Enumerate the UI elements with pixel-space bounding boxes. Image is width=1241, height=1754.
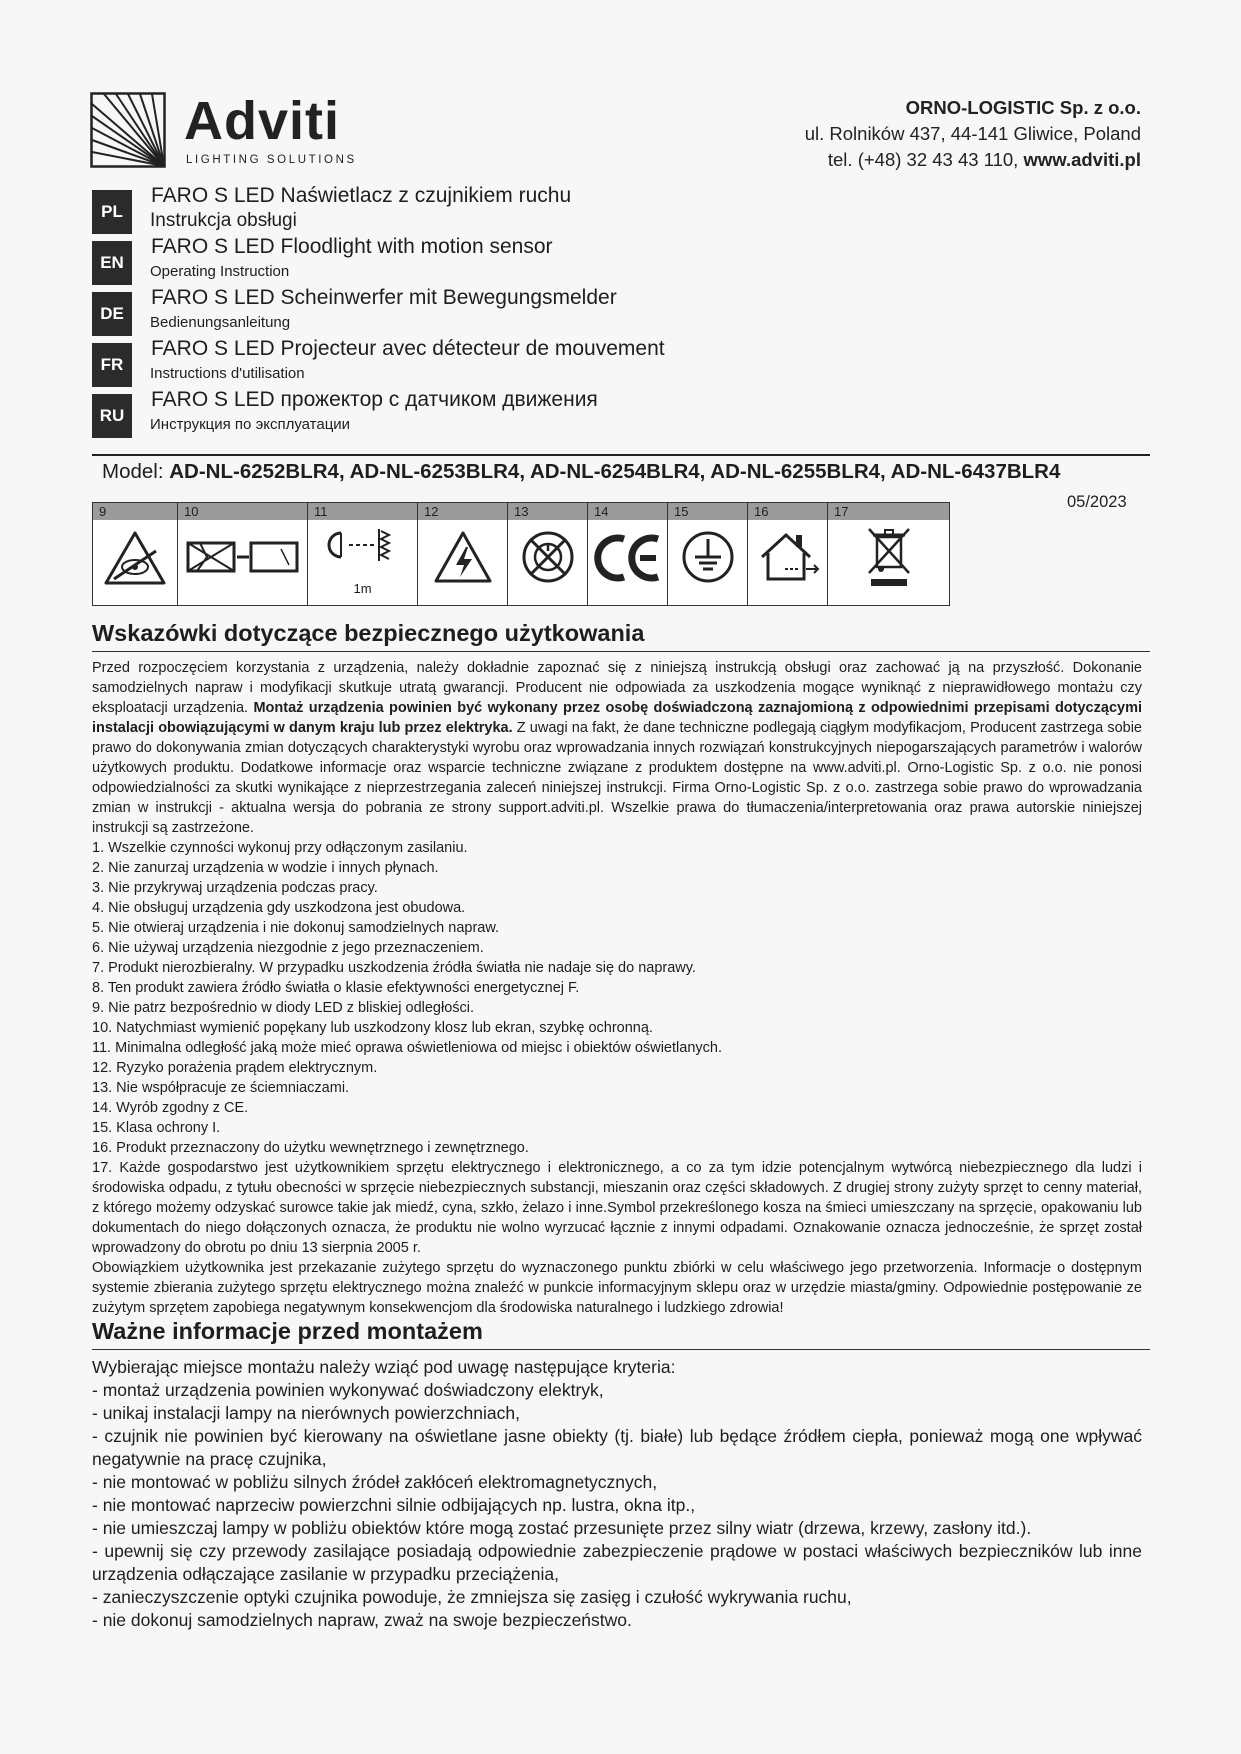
lang-title-pl: FARO S LED Naświetlacz z czujnikiem ruchu [151,184,572,207]
company-address: ul. Rolników 437, 44-141 Gliwice, Poland [804,123,1141,144]
symbol-9 [93,503,178,605]
symbol-12 [418,503,508,605]
mounting-item: - nie umieszczaj lampy w pobliżu obiektów które mogą zostać przesunięte przez silny wiatr (drzewa, krzewy, zasłony itd.). [92,1518,1032,1538]
safety-intro-bold: Montaż urządzenia powinien być wykonany przez osobę doświadczoną zaznajomioną z odpowiednimi przepisami dotyczącymi instalacji obowiązującymi w danym kraju lub przez elektryka. [92,700,1142,736]
lang-title-fr: FARO S LED Projecteur avec détecteur de mouvement [151,337,665,360]
safety-heading-rule [92,651,1150,652]
symbol-number: 9 [93,503,177,520]
lang-badge-pl: PL [92,190,132,234]
mounting-item: - upewnij się czy przewody zasilające posiadają odpowiednie zabezpieczenie prądowe w postaci właściwych bezpieczników lub inne urządzenia odłączające zasilanie w przypadku przeciążenia, [92,1541,1142,1584]
symbol-strip [92,502,950,606]
safety-item: 11. Minimalna odległość jaką może mieć oprawa oświetleniowa od miejsc i obiektów oświetlanych. [92,1040,722,1056]
distance-icon [323,527,403,571]
mounting-heading: Ważne informacje przed montażem [92,1318,483,1344]
safety-item: 1. Wszelkie czynności wykonuj przy odłączonym zasilaniu. [92,840,468,856]
brand-logo [90,92,360,172]
safety-item: 2. Nie zanurzaj urządzenia w wodzie i innych płynach. [92,860,439,876]
model-line [102,460,1060,484]
mounting-item: - czujnik nie powinien być kierowany na oświetlane jasne obiekty (tj. białe) lub będące źródłem ciepła, ponieważ mogą one wpływać negatywnie na pracę czujnika, [92,1426,1142,1469]
language-fr [92,337,792,387]
brand-name: Adviti [184,91,341,151]
lang-subtitle-pl: Instrukcja obsługi [150,210,297,231]
language-de [92,286,792,336]
mounting-item: - zanieczyszczenie optyki czujnika powoduje, że zmniejsza się zasięg i czułość wykrywania ruchu, [92,1587,852,1607]
ce-mark-icon [594,533,662,583]
safety-item: 10. Natychmiast wymienić popękany lub uszkodzony klosz lub ekran, szybkę ochronną. [92,1020,653,1036]
model-divider [92,454,1150,456]
broken-glass-icon [185,535,301,579]
distance-caption: 1m [353,581,372,596]
symbol-13 [508,503,588,605]
safety-item: 5. Nie otwieraj urządzenia i nie dokonuj samodzielnych napraw. [92,920,500,936]
safety-item: 7. Produkt nierozbieralny. W przypadku uszkodzenia źródła światła nie nadaje się do naprawy. [92,960,696,976]
company-info [805,95,1141,173]
symbol-number: 11 [308,503,417,520]
symbol-10 [178,503,308,605]
safety-heading: Wskazówki dotyczące bezpiecznego użytkowania [92,620,645,646]
mounting-intro: Wybierając miejsce montażu należy wziąć pod uwagę następujące kryteria: [92,1357,676,1377]
company-phone: tel. (+48) 32 43 43 110, [827,149,1019,170]
brand-tagline: LIGHTING SOLUTIONS [186,154,357,166]
symbol-number: 15 [668,503,747,520]
mounting-text [92,1356,1142,1632]
protection-class-icon [680,529,736,585]
weee-bin-icon [863,525,915,589]
safety-item: 3. Nie przykrywaj urządzenia podczas pracy. [92,880,378,896]
electric-shock-icon [432,529,494,585]
company-name: ORNO-LOGISTIC Sp. z o.o. [905,97,1141,118]
symbol-number: 16 [748,503,827,520]
sun-rays-logo-icon [90,92,166,168]
symbol-number: 14 [588,503,667,520]
safety-intro [92,658,1142,838]
safety-item: 8. Ten produkt zawiera źródło światła o klasie efektywności energetycznej F. [92,980,580,996]
language-ru [92,388,792,438]
symbol-number: 17 [828,503,949,520]
company-website[interactable]: www.adviti.pl [1023,149,1141,170]
language-en [92,235,792,285]
lang-title-en: FARO S LED Floodlight with motion sensor [151,235,553,258]
lang-badge-de: DE [92,292,132,336]
language-pl [92,184,792,234]
no-dimmer-icon [520,529,576,585]
no-direct-look-icon [102,529,168,587]
lang-subtitle-de: Bedienungsanleitung [150,314,291,331]
lang-subtitle-fr: Instructions d'utilisation [150,365,305,382]
symbol-16 [748,503,828,605]
symbol-14 [588,503,668,605]
lang-badge-fr: FR [92,343,132,387]
lang-title-ru: FARO S LED прожектор с датчиком движения [151,388,598,411]
safety-item: 9. Nie patrz bezpośrednio w diody LED z bliskiej odległości. [92,1000,475,1016]
safety-outro: Obowiązkiem użytkownika jest przekazanie zużytego sprzętu do wyznaczonego punktu zbiórki w celu właściwego jego przetworzenia. Informacje o dostępnym systemie zbierania zużytego sprzętu elektrycznego można znaleźć w punkcie informacyjnym sklepu oraz w urzędzie miasta/gminy. Odpowiednie postępowanie ze zużytym sprzętem zapobiega negatywnym konsekwencjom dla środowiska naturalnego i ludzkiego zdrowia! [92,1260,1142,1316]
safety-item: 4. Nie obsługuj urządzenia gdy uszkodzona jest obudowa. [92,900,466,916]
safety-item: 15. Klasa ochrony I. [92,1120,221,1136]
safety-intro-part: Z uwagi na fakt, że dane techniczne podlegają ciągłym modyfikacjom, Producent zastrzega sobie prawo do dokonywania zmian dotyczących charakterystyki wyrobu oraz wprowadzania innych rozwiązań konstrukcyjnych niepogarszających parametrów i walorów użytkowych produktu. Dodatkowe informacje oraz wsparcie techniczne związane z produktem dostępne na www.adviti.pl. Orno-Logistic Sp. z o.o. nie ponosi odpowiedzialności za skutki wynikające z nieprzestrzegania zaleceń niniejszej instrukcji. Firma Orno-Logistic Sp. z o.o. zastrzega sobie prawo do wprowadzania zmian w instrukcji - aktualna wersja do pobrania ze strony support.adviti.pl. Wszelkie prawa do tłumaczenia/interpretowania oraz prawa autorskie niniejszej instrukcji są zastrzeżone. [92,720,1142,836]
symbol-number: 12 [418,503,507,520]
mounting-item: - unikaj instalacji lampy na nierównych powierzchniach, [92,1403,520,1423]
symbol-11 [308,503,418,605]
symbol-number: 10 [178,503,307,520]
safety-item: 6. Nie używaj urządzenia niezgodnie z jego przeznaczeniem. [92,940,484,956]
safety-item: 12. Ryzyko porażenia prądem elektrycznym. [92,1060,378,1076]
safety-item-17: 17. Każde gospodarstwo jest użytkownikiem sprzętu elektrycznego i elektronicznego, a co za tym idzie potencjalnym wytwórcą niebezpiecznego dla ludzi i środowiska odpadu, z tytułu obecności w sprzęcie niebezpiecznych substancji, mieszanin oraz części składowych. Z drugiej strony zużyty sprzęt to cenny materiał, z którego możemy odzyskać surowce takie jak miedź, cyna, szkło, żelazo i inne.Symbol przekreślonego kosza na śmieci umieszczany na sprzęcie, opakowaniu lub dokumentach do niego dołączonych oznacza, że produktu nie wolno wyrzucać łącznie z innymi odpadami. Oznakowanie oznacza jednocześnie, że sprzęt został wprowadzony do obrotu po dniu 13 sierpnia 2005 r. [92,1160,1142,1256]
mounting-item: - nie dokonuj samodzielnych napraw, zważ na swoje bezpieczeństwo. [92,1610,632,1630]
mounting-item: - montaż urządzenia powinien wykonywać doświadczony elektryk, [92,1380,604,1400]
symbol-number: 13 [508,503,587,520]
symbol-15 [668,503,748,605]
lang-title-de: FARO S LED Scheinwerfer mit Bewegungsmelder [151,286,617,309]
mounting-item: - nie montować naprzeciw powierzchni silnie odbijających np. lustra, okna itp., [92,1495,696,1515]
document-date: 05/2023 [1067,493,1127,511]
safety-item: 16. Produkt przeznaczony do użytku wewnętrznego i zewnętrznego. [92,1140,529,1156]
safety-intro-part: Przed rozpoczęciem korzystania z urządzenia, należy dokładnie zapoznać się z niniejszą instrukcją obsługi oraz zachować ją na przyszłość. Dokonanie samodzielnych napraw i modyfikacji skutkuje utratą gwarancji. Producent nie odpowiada za uszkodzenia mogące wyniknąć z nieprawidłowego montażu czy eksploatacji urządzenia. [92,660,1142,716]
symbol-17 [828,503,949,605]
model-label: Model: [102,460,164,483]
lang-subtitle-en: Operating Instruction [150,263,290,280]
safety-item: 14. Wyrób zgodny z CE. [92,1100,249,1116]
mounting-heading-rule [92,1349,1150,1350]
lang-subtitle-ru: Инструкция по эксплуатации [150,416,351,433]
lang-badge-en: EN [92,241,132,285]
safety-text [92,658,1142,1318]
lang-badge-ru: RU [92,394,132,438]
safety-item: 13. Nie współpracuje ze ściemniaczami. [92,1080,350,1096]
mounting-item: - nie montować w pobliżu silnych źródeł zakłóceń elektromagnetycznych, [92,1472,658,1492]
model-values: AD-NL-6252BLR4, AD-NL-6253BLR4, AD-NL-6254BLR4, AD-NL-6255BLR4, AD-NL-6437BLR4 [169,460,1061,483]
indoor-outdoor-icon [756,529,820,585]
